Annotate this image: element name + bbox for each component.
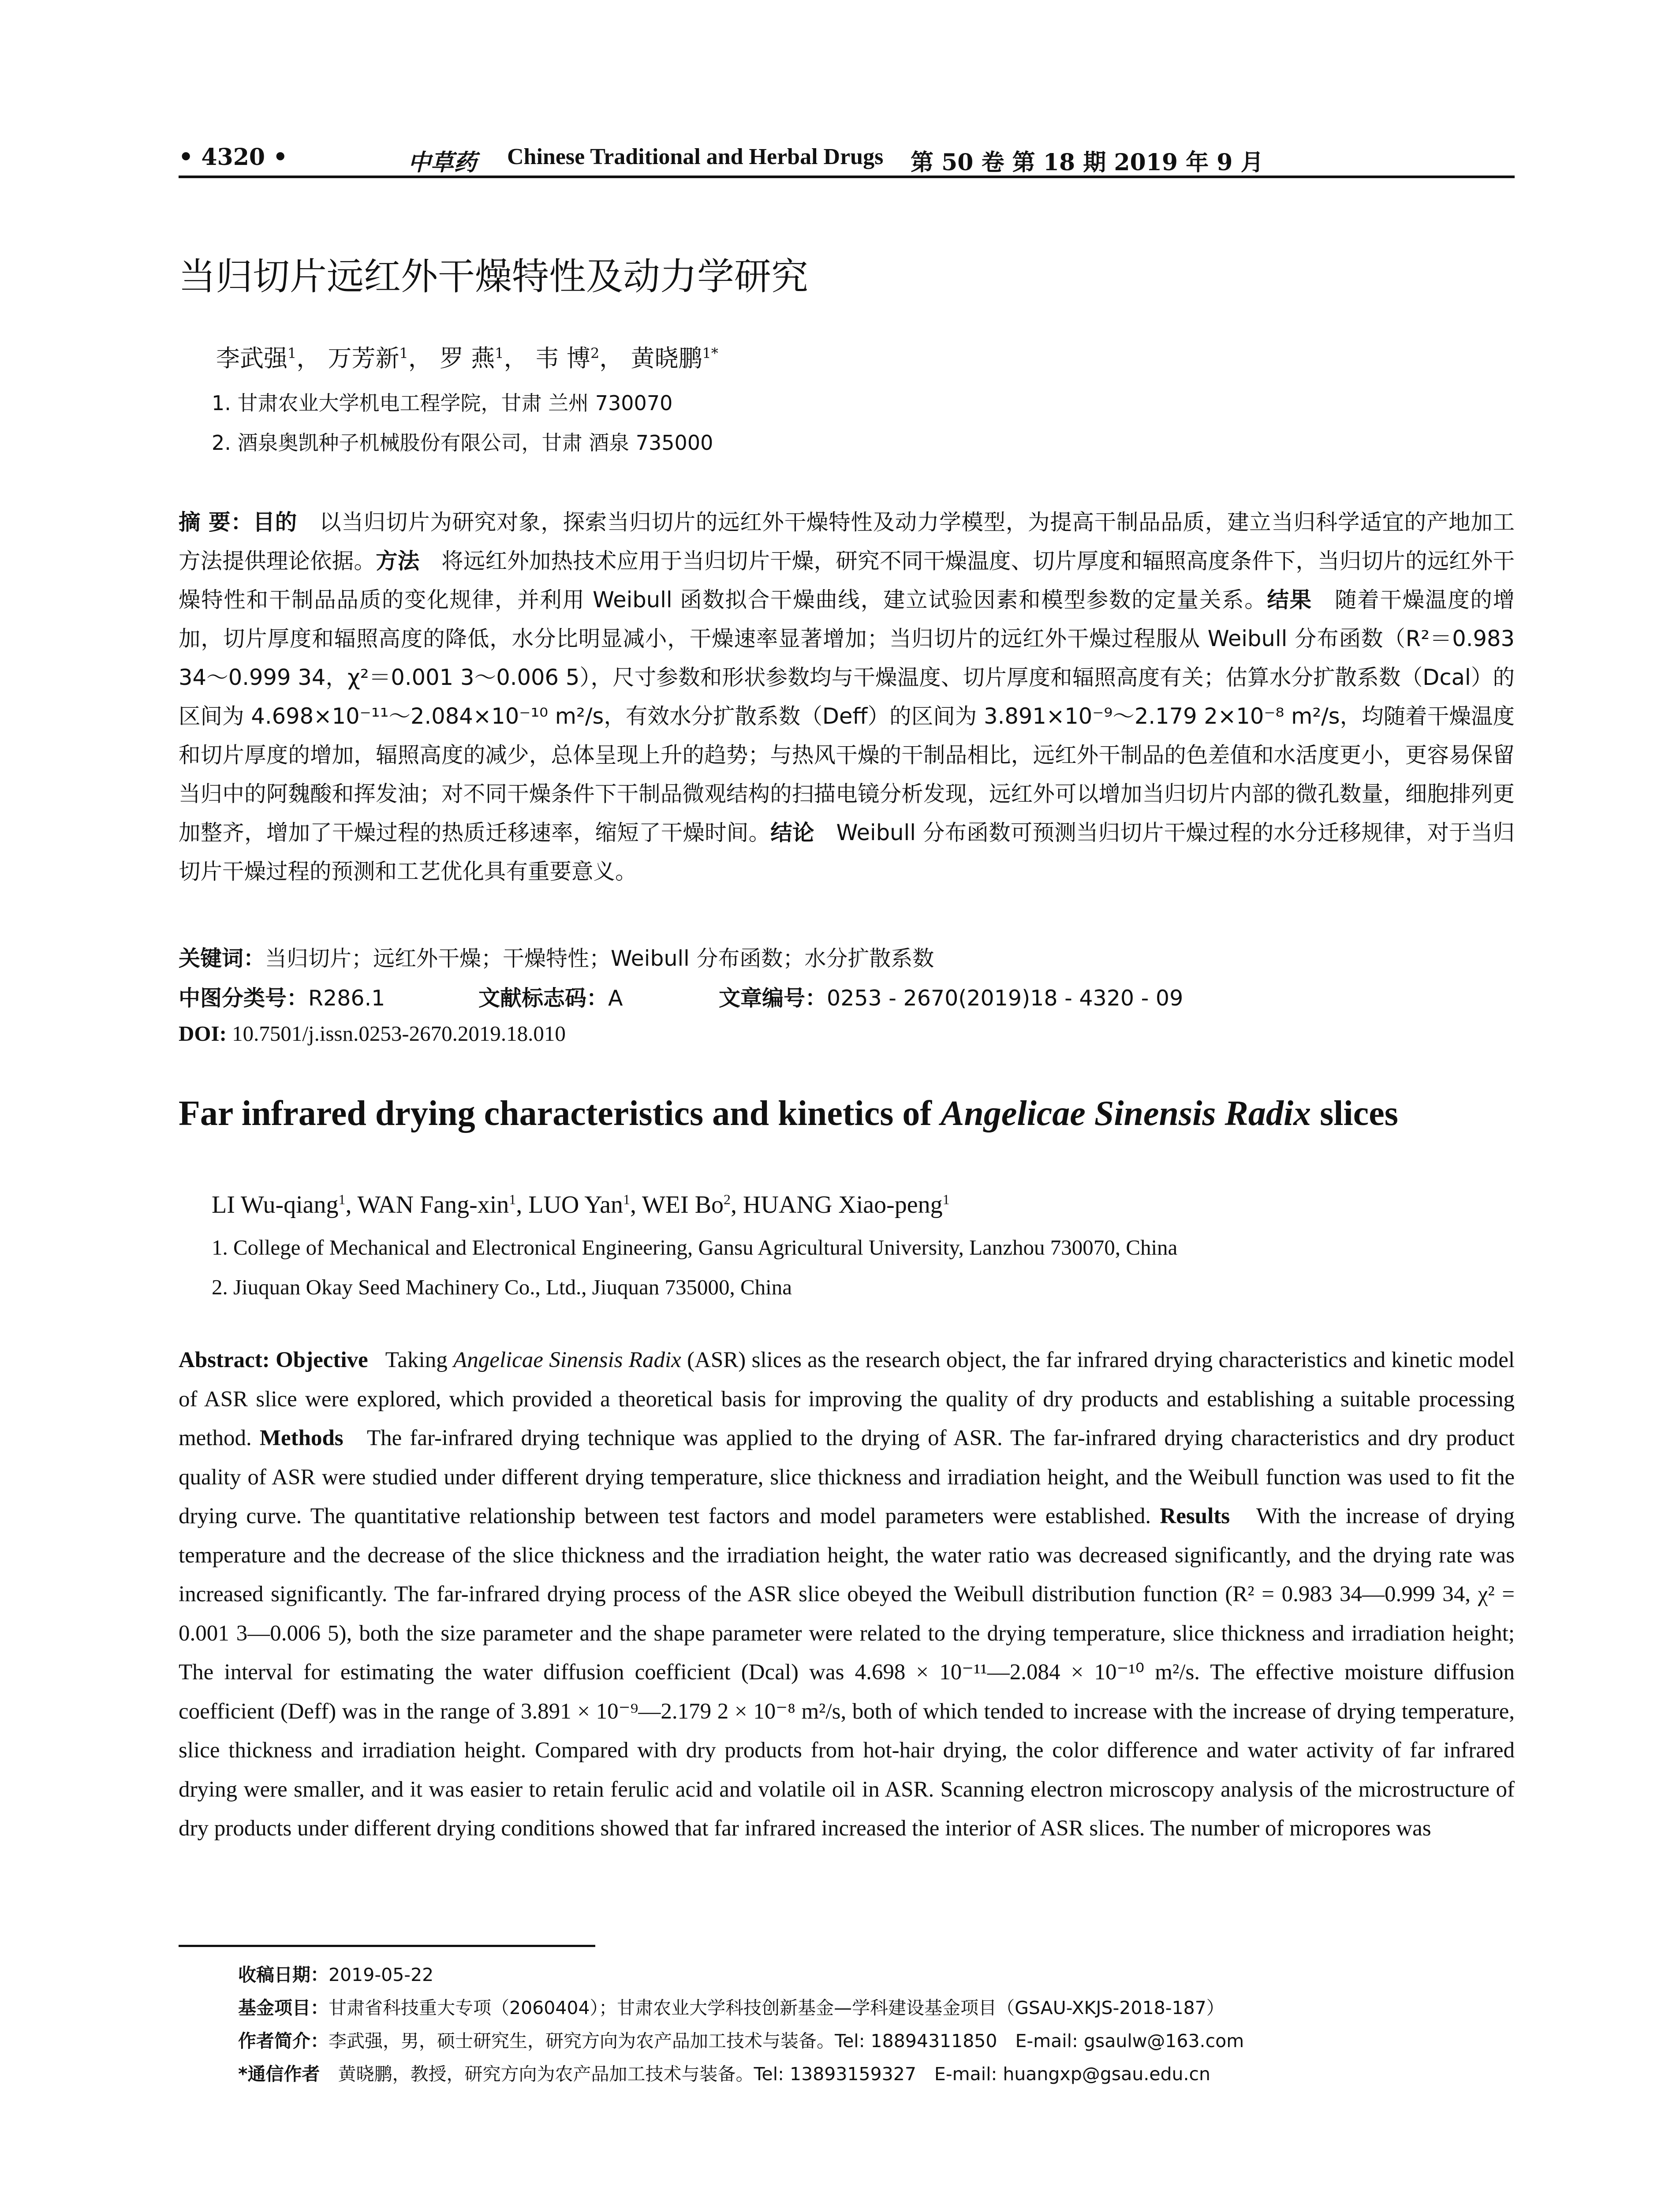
footnote-received: [238, 1960, 433, 1986]
footnote-text: 李武强，男，硕士研究生，研究方向为农产品加工技术与装备。Tel: 18894311850 E-mail: gsaulw@163.com: [329, 2030, 1244, 2052]
author-sup: 1: [942, 1191, 950, 1207]
author-sup: 1: [338, 1191, 346, 1207]
author-name: 黄晓鹏: [631, 344, 702, 372]
author-name: HUANG Xiao-peng: [743, 1191, 943, 1218]
cn-abstract-label: 摘 要：: [179, 509, 253, 535]
cn-abstract: [179, 503, 1515, 891]
running-header: [179, 140, 1515, 178]
footnote-label: 作者简介：: [238, 2030, 329, 2052]
en-title: [179, 1094, 1398, 1134]
footnote-text: 甘肃省科技重大专项（2060404）；甘肃农业大学科技创新基金—学科建设基金项目（GSAU-XKJS-2018-187）: [329, 1997, 1225, 2018]
keywords-text: 当归切片；远红外干燥；干燥特性；Weibull 分布函数；水分扩散系数: [265, 946, 934, 971]
clc-value: R286.1: [308, 986, 385, 1011]
author-sup: 1: [509, 1191, 516, 1207]
cn-conclusion-label: 结论: [770, 820, 814, 845]
en-objective-italic: Angelicae Sinensis Radix: [453, 1348, 681, 1372]
footnote-label: 收稿日期：: [238, 1964, 329, 1985]
en-results-text: With the increase of drying temperature and the decrease of the slice thickness and the irradiation height, the water ratio was decreased significantly, and the drying rate was increased significantly. The far-infrared drying process of the ASR slice obeyed the Weibull distribution function (R² = 0.983 34—0.999 34, χ² = 0.001 3—0.006 5), both the size parameter and the shape parameter were related to the drying temperature, slice thickness and irradiation height; The interval for estimating the water diffusion coefficient (Dcal) was 4.698 × 10⁻¹¹—2.084 × 10⁻¹⁰ m²/s. The effective moisture diffusion coefficient (Deff) was in the range of 3.891 × 10⁻⁹—2.179 2 × 10⁻⁸ m²/s, both of which tended to increase with the increase of drying temperature, slice thickness and irradiation height. Compared with dry products from hot-hair drying, the color difference and water activity of far infrared drying were smaller, and it was easier to retain ferulic acid and volatile oil in ASR. Scanning electron microscopy analysis of the microstructure of dry products under different drying conditions showed that far infrared increased the interior of ASR slices. The number of micropores was: [179, 1504, 1515, 1841]
en-objective-label: Objective: [276, 1348, 368, 1372]
doc-code-value: A: [608, 986, 623, 1011]
footnote-label: *通信作者: [238, 2063, 320, 2085]
en-affiliation-2: 2. Jiuquan Okay Seed Machinery Co., Ltd., Jiuquan 735000, China: [212, 1275, 792, 1299]
cn-keywords: [179, 942, 934, 972]
doc-code-label: 文献标志码：: [478, 986, 609, 1011]
cn-results-label: 结果: [1267, 587, 1312, 613]
doi-label: DOI:: [179, 1021, 227, 1046]
volume-info: 第 50 卷 第 18 期 2019 年 9 月: [911, 149, 1264, 176]
cn-doi: [179, 1021, 566, 1046]
en-title-part: Far infrared drying characteristics and kinetics of: [179, 1094, 941, 1133]
cn-objective-label: 目的: [253, 509, 298, 535]
footnote-corresponding-author: [238, 2059, 1210, 2085]
en-affiliation-1: 1. College of Mechanical and Electronical Engineering, Gansu Agricultural University, Lanzhou 730070, China: [212, 1235, 1178, 1259]
doi-link[interactable]: 10.7501/j.issn.0253-2670.2019.18.010: [232, 1021, 566, 1046]
footnote-text: 2019-05-22: [329, 1964, 434, 1985]
author-name: 万芳新: [328, 344, 399, 372]
cn-affiliation-1: 1. 甘肃农业大学机电工程学院，甘肃 兰州 730070: [212, 391, 673, 415]
author-name: LUO Yan: [528, 1191, 623, 1218]
en-objective-text: (ASR) slices as the research object, the far infrared drying characteristics and kinetic model of ASR slice were explored, which provided a theoretical basis for improving the quality of dry products and establishing a suitable processing method.: [179, 1348, 1515, 1450]
footnote-label: 基金项目：: [238, 1997, 329, 2018]
author-name: WEI Bo: [642, 1191, 724, 1218]
en-methods-label: Methods: [259, 1426, 343, 1450]
en-title-italic: Angelicae Sinensis Radix: [940, 1094, 1311, 1133]
author-sup: 1: [399, 345, 408, 362]
author-name: LI Wu-qiang: [212, 1191, 339, 1218]
footnote-author-bio: [238, 2026, 1244, 2052]
author-name: 罗 燕: [440, 344, 495, 372]
author-sup: 1: [495, 345, 504, 362]
en-title-part: slices: [1311, 1094, 1398, 1133]
en-authors: LI Wu-qiang$^1$, WAN Fang-xin$^1$, LUO Yan$^1$, WEI Bo$^2$, HUANG Xiao-peng$^1$: [212, 1191, 950, 1218]
cn-affiliation-2: 2. 酒泉奥凯种子机械股份有限公司，甘肃 酒泉 735000: [212, 431, 713, 455]
footnote-text: 黄晓鹏，教授，研究方向为农产品加工技术与装备。Tel: 13893159327 E-mail: huangxp@gsau.edu.cn: [320, 2063, 1211, 2085]
cn-methods-label: 方法: [376, 548, 420, 574]
author-sup: 2: [590, 345, 600, 362]
page-number: • 4320 •: [179, 144, 288, 171]
cn-title: 当归切片远红外干燥特性及动力学研究: [179, 255, 809, 298]
en-methods-text: The far-infrared drying technique was applied to the drying of ASR. The far-infrared drying characteristics and dry product quality of ASR were studied under different drying temperature, slice thickness and irradiation height, and the Weibull function was used to fit the drying curve. The quantitative relationship between test factors and model parameters were established.: [179, 1426, 1515, 1529]
article-no-value: 0253 - 2670(2019)18 - 4320 - 09: [827, 986, 1183, 1011]
author-sup: 1: [623, 1191, 630, 1207]
author-name: 韦 博: [535, 344, 590, 372]
keywords-label: 关键词：: [179, 946, 265, 971]
author-sup: 1: [287, 345, 297, 362]
cn-results-text: 随着干燥温度的增加，切片厚度和辐照高度的降低，水分比明显减小，干燥速率显著增加；当归切片的远红外干燥过程服从 Weibull 分布函数（R²＝0.983 34～0.999 34，χ²＝0.001 3～0.006 5），尺寸参数和形状参数均与干燥温度、切片厚度和辐照高度有关；估算水分扩散系数（Dcal）的区间为 4.698×10⁻¹¹～2.084×10⁻¹⁰ m²/s，有效水分扩散系数（Deff）的区间为 3.891×10⁻⁹～2.179 2×10⁻⁸ m²/s，均随着干燥温度和切片厚度的增加，辐照高度的减少，总体呈现上升的趋势；与热风干燥的干制品相比，远红外干制品的色差值和水活度更小，更容易保留当归中的阿魏酸和挥发油；对不同干燥条件下干制品微观结构的扫描电镜分析发现，远红外可以增加当归切片内部的微孔数量，细胞排列更加整齐，增加了干燥过程的热质迁移速率，缩短了干燥时间。: [179, 587, 1515, 845]
en-objective-text: Taking: [385, 1348, 454, 1372]
author-name: WAN Fang-xin: [357, 1191, 509, 1218]
footnote-funding: [238, 1993, 1225, 2019]
author-sup: 2: [724, 1191, 731, 1207]
cn-methods-text: 将远红外加热技术应用于当归切片干燥，研究不同干燥温度、切片厚度和辐照高度条件下，当归切片的远红外干燥特性和干制品品质的变化规律，并利用 Weibull 函数拟合干燥曲线，建立试验因素和模型参数的定量关系。: [179, 548, 1515, 613]
author-sup: 1*: [702, 345, 718, 362]
journal-name-cn: 中草药: [408, 149, 477, 176]
author-name: 李武强: [216, 344, 287, 372]
clc-label: 中图分类号：: [179, 986, 309, 1011]
cn-article-number: [719, 981, 1183, 1012]
footnote-divider: [179, 1945, 595, 1947]
article-no-label: 文章编号：: [719, 986, 827, 1011]
cn-authors: 李武强$^1$， 万芳新$^1$， 罗 燕$^1$， 韦 博$^2$， 黄晓鹏$^{1*}$: [216, 344, 718, 372]
cn-classification: [179, 981, 385, 1012]
journal-name-en: Chinese Traditional and Herbal Drugs: [507, 144, 884, 169]
en-abstract: [179, 1341, 1515, 1848]
cn-conclusion-text: Weibull 分布函数可预测当归切片干燥过程的水分迁移规律，对于当归切片干燥过程的预测和工艺优化具有重要意义。: [179, 820, 1515, 884]
en-abstract-label: Abstract:: [179, 1348, 270, 1372]
cn-objective-text: 以当归切片为研究对象，探索当归切片的远红外干燥特性及动力学模型，为提高干制品品质，建立当归科学适宜的产地加工方法提供理论依据。: [179, 509, 1515, 574]
en-results-label: Results: [1160, 1504, 1230, 1529]
cn-document-code: [478, 981, 623, 1012]
